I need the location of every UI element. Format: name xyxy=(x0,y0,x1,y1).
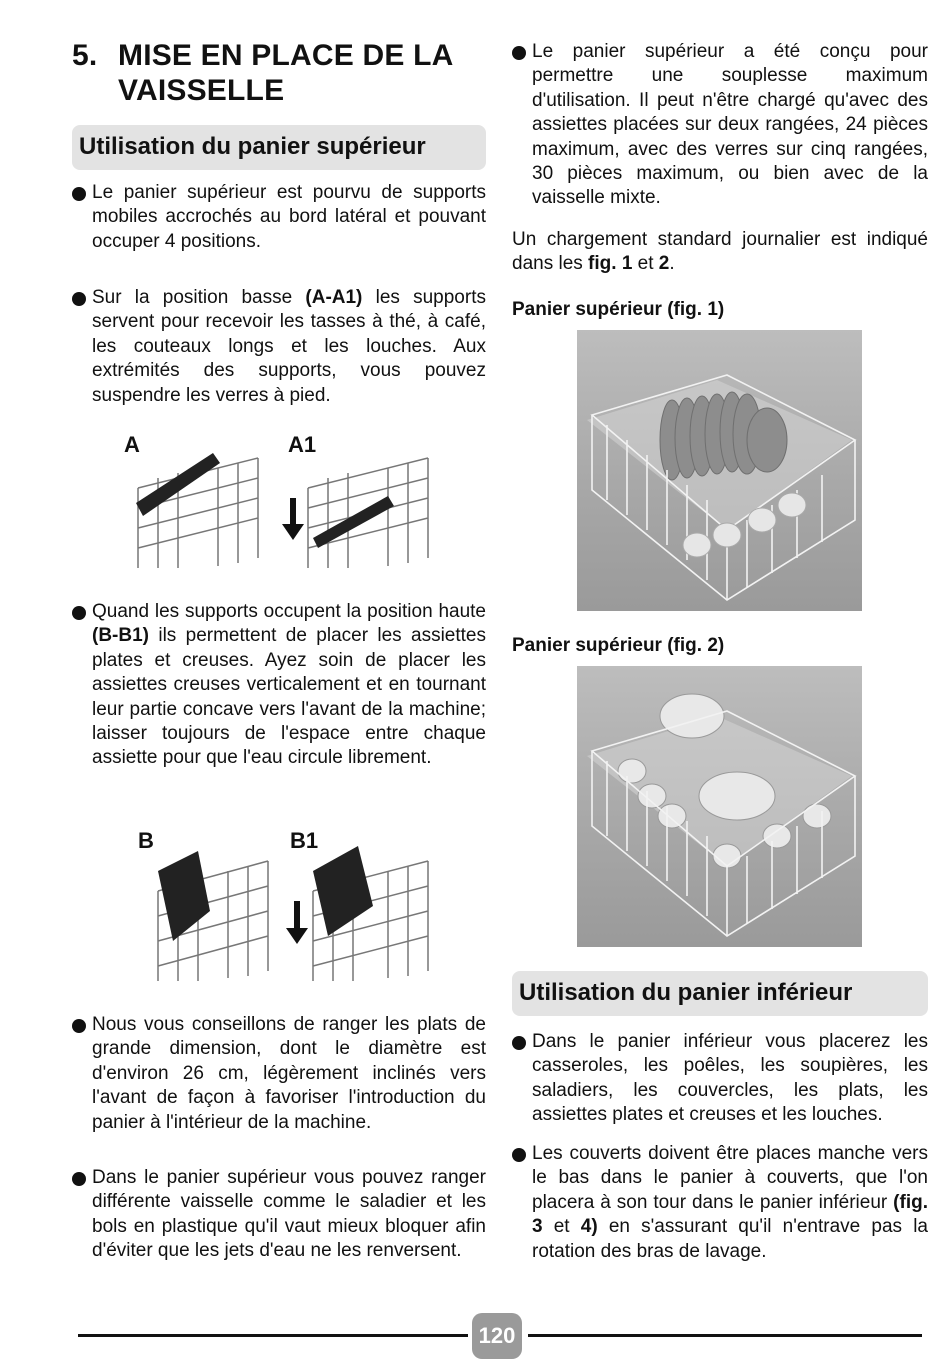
bullet-high-position: Quand les supports occupent la position haute (B-B1) ils permettent de placer les assiettes plates et creuses. Ayez soin de placer les assiettes creuses verticalement et en tournant leur partie concave vers l'avant de la machine; laisser toujours de l'espace entre chaque assiette pour que l'eau circule librement. xyxy=(72,600,486,771)
bullet-dot-icon xyxy=(72,1019,86,1033)
label-b: B xyxy=(138,828,154,853)
upper-basket-plates-photo xyxy=(577,330,862,611)
diagram-b-b1 xyxy=(118,816,444,986)
bullet-dot-icon xyxy=(512,1036,526,1050)
footer-rule-right xyxy=(528,1334,922,1337)
page-number: 120 xyxy=(472,1313,522,1359)
rack-diagram-a-a1 xyxy=(118,428,444,576)
footer-rule-left xyxy=(78,1334,468,1337)
label-b1: B1 xyxy=(290,828,319,853)
diagram-a-a1 xyxy=(118,428,444,576)
caption-fig-2: Panier supérieur (fig. 2) xyxy=(512,635,725,656)
photo-fig-2 xyxy=(577,666,862,947)
bullet-lower-contents: Dans le panier inférieur vous placerez les casseroles, les poêles, les soupières, les saladiers, les couvercles, les plats, les assiettes plates et creuses et les louches. xyxy=(512,1030,928,1128)
paragraph-standard-load: Un chargement standard journalier est indiqué dans les fig. 1 et 2. xyxy=(512,229,928,275)
heading-upper-basket: Utilisation du panier supérieur xyxy=(72,125,486,170)
label-a: A xyxy=(124,432,140,457)
bullet-large-dishes: Nous vous conseillons de ranger les plats de grande dimension, dont le diamètre est d'environ 26 cm, légèrement inclinés vers l'avant de façon à favoriser l'introduction du panier à l'intérieur de la machine. xyxy=(72,1013,486,1135)
bullet-dot-icon xyxy=(72,187,86,201)
bullet-dot-icon xyxy=(512,1148,526,1162)
section-title-text: MISE EN PLACE DE LA VAISSELLE xyxy=(118,39,453,107)
bullet-dot-icon xyxy=(72,292,86,306)
caption-fig-1: Panier supérieur (fig. 1) xyxy=(512,299,725,320)
bullet-supports: Le panier supérieur est pourvu de supports mobiles accrochés au bord latéral et pouvant occuper 4 positions. xyxy=(72,181,486,254)
bullet-low-position: Sur la position basse (A-A1) les supports servent pour recevoir les tasses à thé, à café, les couteaux longs et les louches. Aux extrémités des supports, vous pouvez suspendre les verres à pied. xyxy=(72,286,486,408)
bullet-dot-icon xyxy=(72,606,86,620)
bullet-dot-icon xyxy=(512,46,526,60)
upper-basket-bowls-photo xyxy=(577,666,862,947)
bullet-flexibility: Le panier supérieur a été conçu pour permettre une souplesse maximum d'utilisation. Il peut n'être chargé qu'avec des assiettes placées sur deux rangées, 24 pièces maximum, avec des verres sur cinq rangées, 30 pièces maximum, ou bien avec de la vaisselle mixte. xyxy=(512,40,928,211)
bullet-cutlery: Les couverts doivent être places manche vers le bas dans le panier à couverts, que l'on placera à son tour dans le panier inférieur (fig. 3 et 4) en s'assurant qu'il n'entrave pas la rotation des bras de lavage. xyxy=(512,1142,928,1264)
label-a1: A1 xyxy=(288,432,317,457)
section-number: 5. xyxy=(72,39,98,72)
heading-lower-basket: Utilisation du panier inférieur xyxy=(512,971,928,1016)
bullet-dot-icon xyxy=(72,1172,86,1186)
rack-diagram-b-b1 xyxy=(118,816,444,986)
bullet-bowls: Dans le panier supérieur vous pouvez ranger différente vaisselle comme le saladier et les bols en plastique qu'il vaut mieux bloquer afin d'éviter que les jets d'eau ne les renversent. xyxy=(72,1166,486,1264)
photo-fig-1 xyxy=(577,330,862,611)
